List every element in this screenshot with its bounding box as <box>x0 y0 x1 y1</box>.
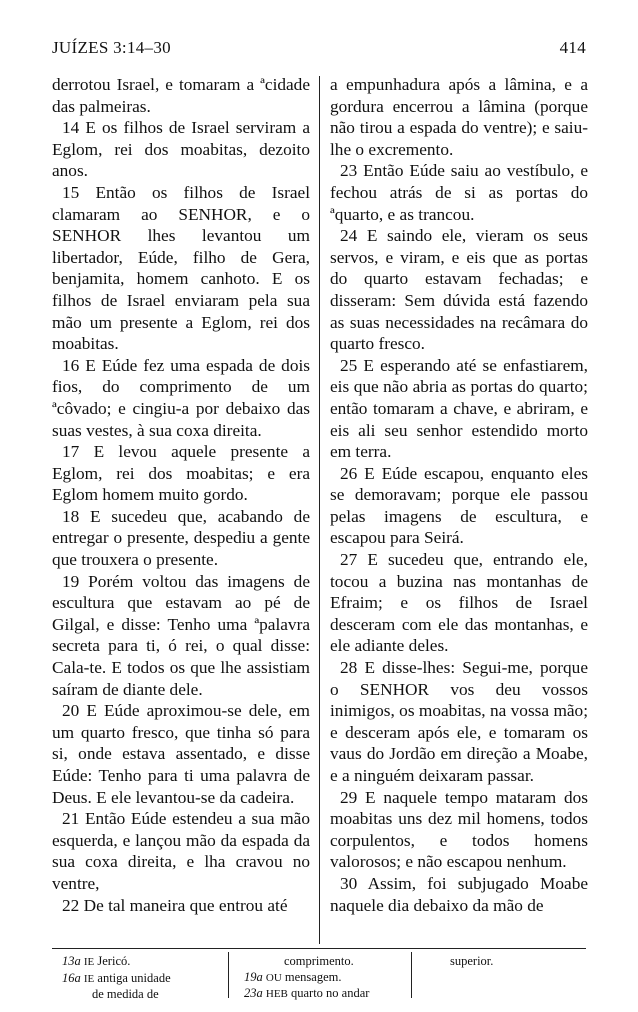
running-title: JUÍZES 3:14–30 <box>52 38 171 57</box>
footnote-continuation <box>62 987 222 1003</box>
verse-26 <box>330 463 588 549</box>
footnote-divider <box>52 948 586 949</box>
verse-continuation <box>52 74 310 117</box>
verse-text: 17 E levou aquele presente a Eglom, rei dos moabitas; e era Eglom homem muito gordo. <box>52 442 310 505</box>
verse-23 <box>330 160 588 225</box>
footnote-ref: 19a <box>244 969 263 984</box>
footnote-ref: 23a <box>244 986 263 1000</box>
verse-text: 21 Então Eúde estendeu a sua mão esquerda, e lançou mão da espada da sua coxa direita, e lha cravou no ventre, <box>52 809 310 893</box>
footnote-text: mensagem. <box>284 969 342 984</box>
verse-text: 22 De tal maneira que entrou até <box>62 895 288 915</box>
verse-text: 29 E naquele tempo mataram dos moabitas uns dez mil homens, todos corpulentos, e todos homens valorosos; e não escapou nenhum. <box>330 787 588 872</box>
verse-text: 23 Então Eúde saiu ao vestíbulo, e fechou atrás de si as portas do ªquarto, e as trancou. <box>330 161 588 224</box>
right-column <box>330 74 588 944</box>
verse-24 <box>330 225 588 355</box>
verse-text: 28 E disse-lhes: Segui-me, porque o SENHOR vos deu vossos inimigos, os moabitas, na vossa mão; e desceram após ele, e tomaram os vaus do Jordão em direção a Moabe, e a ninguém deixaram passar. <box>330 658 588 785</box>
footnote-23a <box>244 986 414 1003</box>
page-number: 414 <box>559 38 586 57</box>
verse-text: 30 Assim, foi subjugado Moabe naquele dia debaixo da mão de <box>330 873 588 915</box>
verse-text: 26 E Eúde escapou, enquanto eles se demoravam; porque ele passou pelas imagens de escultura, e escapou para Seirá. <box>330 463 588 548</box>
footnote-text: antiga unidade <box>97 970 171 985</box>
footnote-tag: IE <box>83 956 95 968</box>
verse-continuation <box>330 74 588 160</box>
footnotes <box>52 952 586 1012</box>
footnote-continuation <box>450 954 580 970</box>
footnote-column-divider <box>228 952 229 998</box>
verse-29 <box>330 787 588 873</box>
verse-16 <box>52 355 310 441</box>
column-divider <box>319 76 320 944</box>
footnote-text: de medida de <box>92 987 159 1001</box>
footnote-text: quarto no andar <box>291 986 370 1000</box>
bible-page <box>52 38 588 1001</box>
verse-15 <box>52 182 310 355</box>
verse-20 <box>52 700 310 808</box>
verse-22 <box>52 895 310 917</box>
verse-text: 15 Então os filhos de Israel clamaram ao SENHOR, e o SENHOR lhes levantou um libertador, Eúde, filho de Gera, benjamita, homem canhoto. E os filhos de Israel enviaram pela sua mão um presente a Eglom, rei dos moabitas. <box>52 182 310 354</box>
verse-30 <box>330 873 588 916</box>
verse-14 <box>52 117 310 182</box>
verse-text: 24 E saindo ele, vieram os seus servos, e viram, e eis que as portas do quarto estavam fechadas; e disseram: Sem dúvida está fazendo as suas necessidades na recâmara do quarto fresco. <box>330 226 588 354</box>
footnote-column-3 <box>450 954 580 970</box>
footnote-ref: 13a <box>62 954 81 968</box>
footnote-ref: 16a <box>62 970 81 985</box>
verse-text: 16 E Eúde fez uma espada de dois fios, do comprimento de um ªcôvado; e cingiu-a por debaixo das suas vestes, à sua coxa direita. <box>52 355 310 440</box>
verse-text: 19 Porém voltou das imagens de escultura que estavam ao pé de Gilgal, e disse: Tenho uma ªpalavra secreta para ti, ó rei, o qual disse: Cala-te. E todos os que lhe assistiam saíram de diante dele. <box>52 571 310 699</box>
verse-17 <box>52 441 310 506</box>
footnote-tag: IE <box>83 972 95 985</box>
footnote-text: superior. <box>450 954 494 968</box>
verse-text: 20 E Eúde aproximou-se dele, em um quarto fresco, que tinha só para si, onde estava assentado, e disse Eúde: Tenho para ti uma palavra de Deus. E ele levantou-se da cadeira. <box>52 701 310 807</box>
verse-text: 14 E os filhos de Israel serviram a Eglom, rei dos moabitas, dezoito anos. <box>52 118 310 181</box>
footnote-16a <box>62 971 222 988</box>
footnote-column-1 <box>62 954 222 1003</box>
verse-27 <box>330 549 588 657</box>
verse-28 <box>330 657 588 787</box>
footnote-tag: HEB <box>265 988 288 1000</box>
footnote-13a <box>62 954 222 971</box>
verse-19 <box>52 571 310 701</box>
verse-text: a empunhadura após a lâmina, e a gordura encerrou a lâmina (porque não tirou a espada do ventre); e saiu-lhe o excremento. <box>330 75 588 159</box>
footnote-column-2 <box>244 954 414 1003</box>
footnote-19a <box>244 970 414 987</box>
verse-text: 27 E sucedeu que, entrando ele, tocou a buzina nas montanhas de Efraim; e os filhos de Israel desceram com ele das montanhas, e ele adiante deles. <box>330 550 588 656</box>
verse-text: 25 E esperando até se enfastiarem, eis que não abria as portas do quarto; então tomaram a chave, e abriram, e eis ali seu senhor estendido morto em terra. <box>330 355 588 462</box>
verse-25 <box>330 355 588 463</box>
verse-18 <box>52 506 310 571</box>
left-column <box>52 74 310 944</box>
verse-text: 18 E sucedeu que, acabando de entregar o presente, despediu a gente que trouxera o presente. <box>52 506 310 570</box>
footnote-tag: OU <box>265 971 282 984</box>
footnote-text: Jericó. <box>97 954 131 968</box>
verse-text: derrotou Israel, e tomaram a ªcidade das palmeiras. <box>52 75 310 116</box>
footnote-continuation <box>244 954 414 970</box>
verse-21 <box>52 808 310 894</box>
page-header <box>52 38 586 62</box>
footnote-text: comprimento. <box>284 954 354 968</box>
